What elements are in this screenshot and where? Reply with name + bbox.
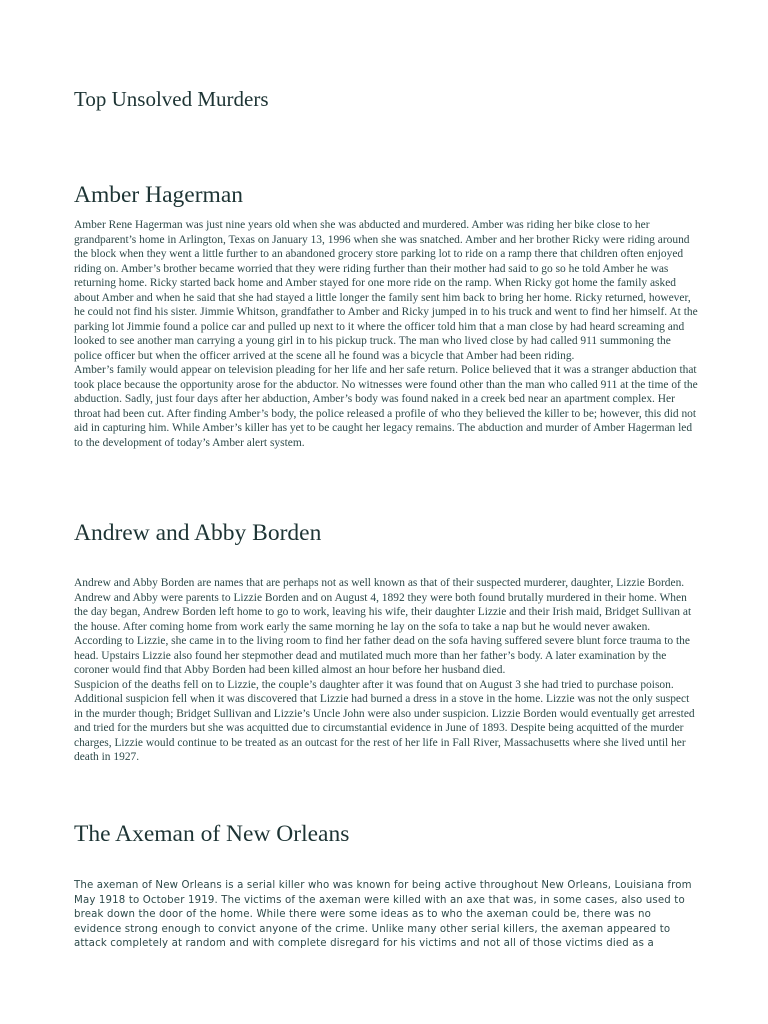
section-heading-amber-hagerman: Amber Hagerman — [74, 182, 243, 208]
paragraph: Amber’s family would appear on television pleading for her life and her safe return. Police believed that it was a stranger abduction that took place because the opportunity arose for the abductor. No witnesses were found other than the man who called 911 at the time of the abduction. Sadly, just four days after her abduction, Amber’s body was found naked in a creek bed near an apartment complex. Her throat had been cut. After finding Amber’s body, the police released a profile of who they believed the killer to be; however, this did not aid in capturing him. While Amber’s killer has yet to be caught her legacy remains. The abduction and murder of Amber Hagerman led to the development of today’s Amber alert system. — [74, 364, 698, 449]
section-heading-andrew-and-abby-borden: Andrew and Abby Borden — [74, 520, 322, 546]
section-heading-axeman-of-new-orleans: The Axeman of New Orleans — [74, 821, 350, 847]
paragraph: The axeman of New Orleans is a serial killer who was known for being active throughout New Orleans, Louisiana from May 1918 to October 1919. The victims of the axeman were killed with an axe that was, in some cases, also used to break down the door of the home. While there were some ideas as to who the axeman could be, there was no evidence strong enough to convict anyone of the crime. Unlike many other serial killers, the axeman appeared to attack completely at random and with complete disregard for his victims and not all of those victims died as a — [74, 880, 692, 949]
section-body-axeman-of-new-orleans — [74, 879, 700, 952]
document-title: Top Unsolved Murders — [74, 87, 269, 111]
paragraph: Suspicion of the deaths fell on to Lizzie, the couple’s daughter after it was found that on August 3 she had tried to purchase poison. Additional suspicion fell when it was discovered that Lizzie had burned a dress in a stove in the home. Lizzie was not the only suspect in the murder though; Bridget Sullivan and Lizzie’s Uncle John were also under suspicion. Lizzie Borden would eventually get arrested and tried for the murders but she was acquitted due to circumstantial evidence in June of 1893. Despite being acquitted of the murder charges, Lizzie would continue to be treated as an outcast for the rest of her life in Fall River, Massachusetts where she lived until her death in 1927. — [74, 678, 695, 763]
paragraph: Amber Rene Hagerman was just nine years old when she was abducted and murdered. Amber was riding her bike close to her grandparent’s home in Arlington, Texas on January 13, 1996 when she was snatched. Amber and her brother Ricky were riding around the block when they went a little further to an abandoned grocery store parking lot to ride on a ramp there that children often enjoyed riding on. Amber’s brother became worried that they were riding further than their mother had said to go so he told Amber he was returning home. Ricky started back home and Amber stayed for one more ride on the ramp. When Ricky got home the family asked about Amber and when he said that she had stayed a little longer the family sent him back to bring her home. Ricky returned, however, he could not find his sister. Jimmie Whitson, grandfather to Amber and Ricky jumped in to his truck and went to find her himself. At the parking lot Jimmie found a police car and pulled up next to it where the officer told him that a man close by had heard screaming and looked to see another man carrying a young girl in to his pickup truck. The man who lived close by had called 911 summoning the police officer but when the officer arrived at the scene all he found was a bicycle that Amber had been riding. — [74, 219, 698, 362]
section-body-andrew-and-abby-borden — [74, 576, 700, 765]
paragraph: Andrew and Abby Borden are names that are perhaps not as well known as that of their suspected murderer, daughter, Lizzie Borden. Andrew and Abby were parents to Lizzie Borden and on August 4, 1892 they were both found brutally murdered in their home. When the day began, Andrew Borden left home to go to work, leaving his wife, their daughter Lizzie and their Irish maid, Bridget Sullivan at the house. After coming home from work early the same morning he lay on the sofa to take a nap but he would never awaken. According to Lizzie, she came in to the living room to find her father dead on the sofa having suffered severe blunt force trauma to the head. Upstairs Lizzie also found her stepmother dead and mutilated much more than her father’s body. A later examination by the coroner would find that Abby Borden had been killed almost an hour before her husband died. — [74, 577, 692, 676]
section-body-amber-hagerman — [74, 218, 700, 450]
